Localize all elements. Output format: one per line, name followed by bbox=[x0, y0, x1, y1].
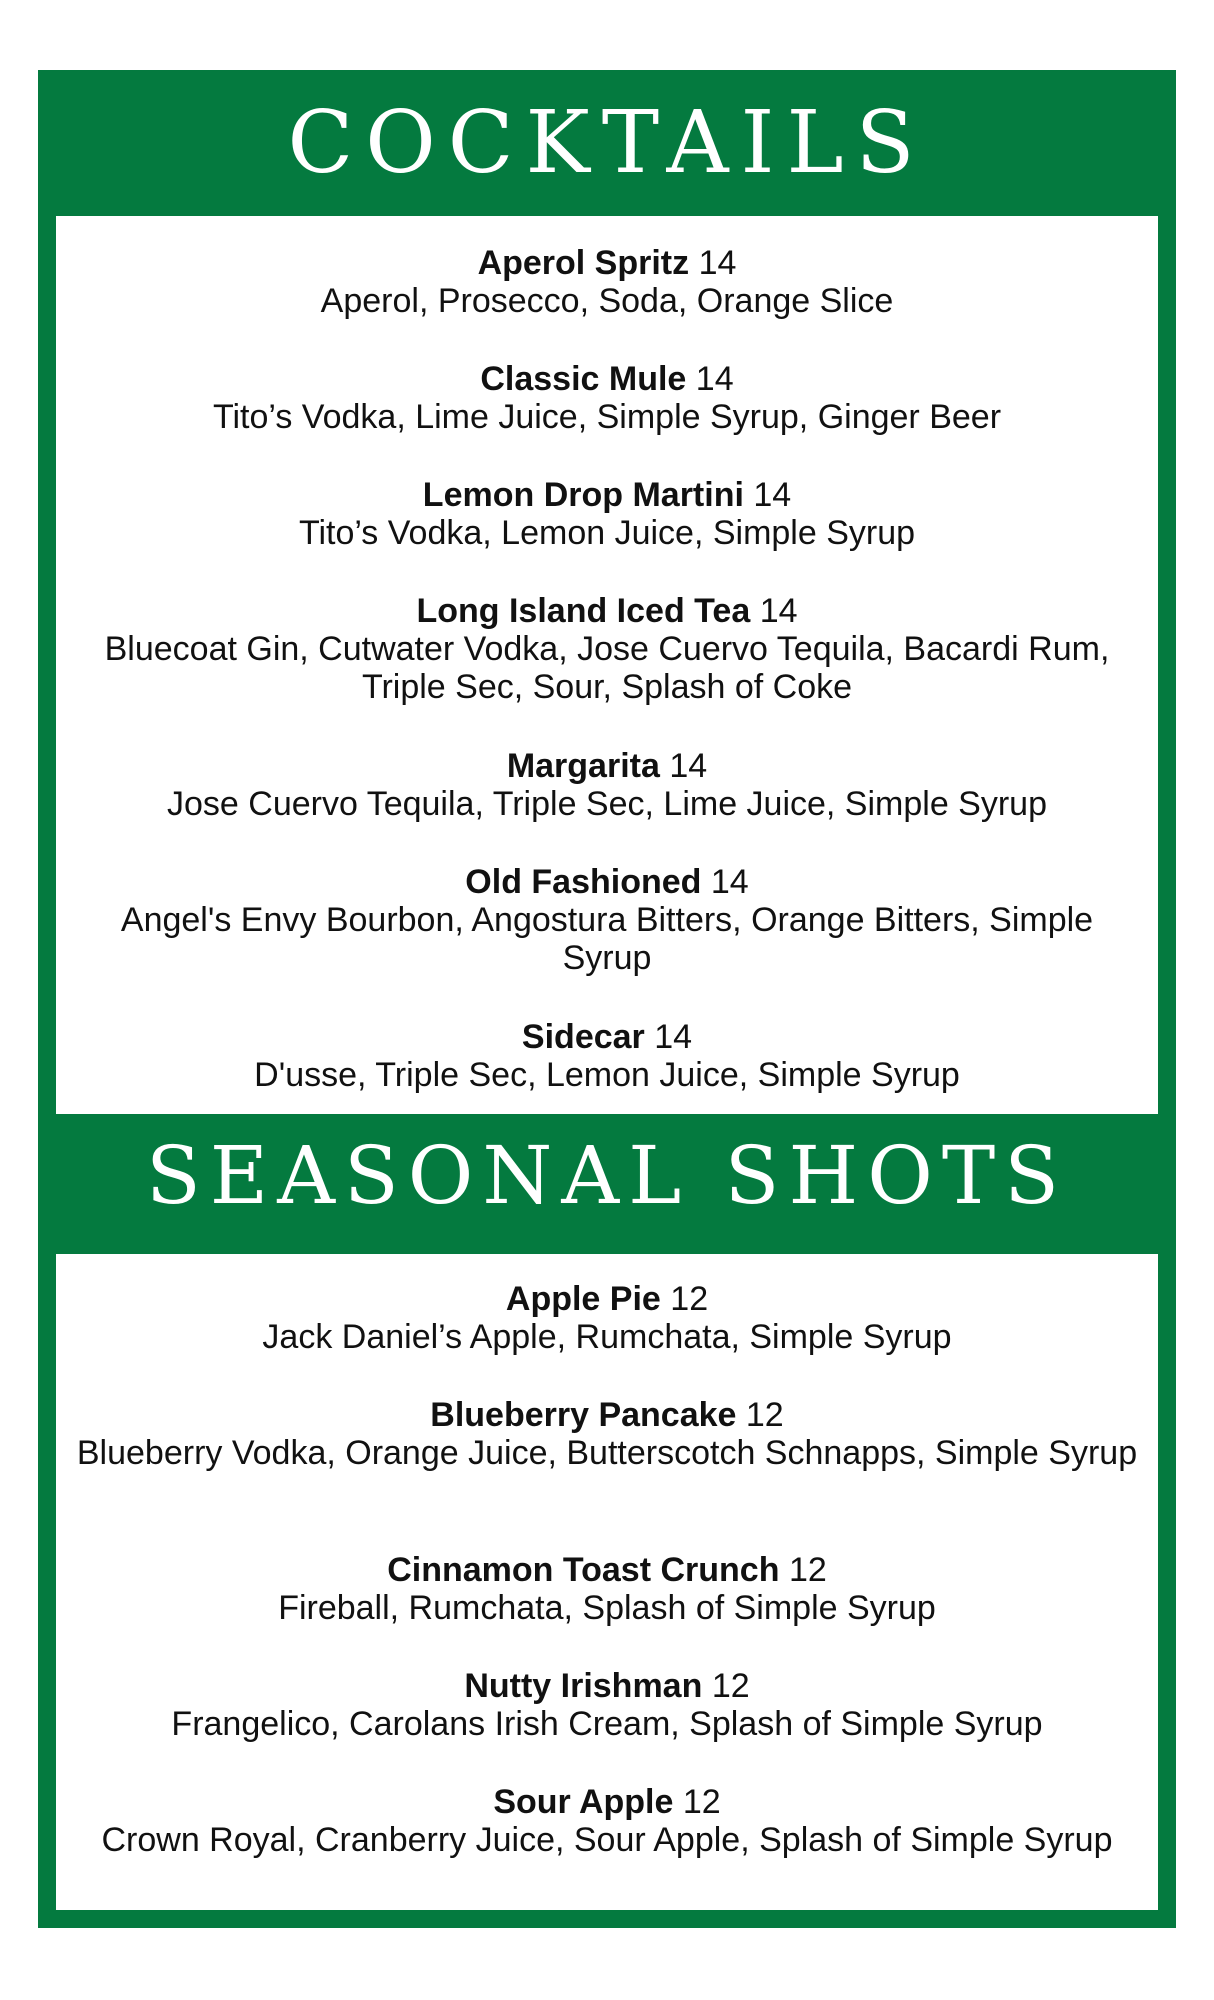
item-description: Aperol, Prosecco, Soda, Orange Slice bbox=[320, 282, 894, 320]
cocktails-panel bbox=[56, 216, 1158, 1114]
item-price: 14 bbox=[654, 1018, 693, 1056]
item-description: Tito’s Vodka, Lime Juice, Simple Syrup, Ginger Beer bbox=[212, 398, 1002, 436]
item-name: Nutty Irishman bbox=[464, 1667, 703, 1705]
item-price: 14 bbox=[759, 592, 798, 630]
item-price: 12 bbox=[711, 1667, 750, 1705]
item-name: Apple Pie bbox=[505, 1280, 661, 1318]
seasonal-shots-title: SEASONAL SHOTS bbox=[145, 1129, 1068, 1222]
menu-frame bbox=[38, 70, 1176, 1928]
item-name: Sidecar bbox=[521, 1018, 645, 1056]
item-price: 14 bbox=[753, 476, 792, 514]
item-price: 12 bbox=[670, 1280, 709, 1318]
seasonal-shots-panel bbox=[56, 1254, 1158, 1910]
item-description: Fireball, Rumchata, Splash of Simple Syrup bbox=[278, 1589, 936, 1627]
item-description: Jose Cuervo Tequila, Triple Sec, Lime Juice, Simple Syrup bbox=[167, 785, 1047, 823]
menu-item-long-island-iced-tea bbox=[56, 592, 1158, 706]
item-price: 12 bbox=[788, 1551, 827, 1589]
menu-item-old-fashioned bbox=[56, 863, 1158, 977]
item-name: Old Fashioned bbox=[465, 863, 702, 901]
menu-item-blueberry-pancake bbox=[56, 1396, 1158, 1472]
menu-item-apple-pie bbox=[56, 1280, 1158, 1356]
item-price: 14 bbox=[710, 863, 749, 901]
menu-item-lemon-drop-martini bbox=[56, 476, 1158, 552]
item-name: Sour Apple bbox=[493, 1783, 674, 1821]
item-name: Long Island Iced Tea bbox=[416, 592, 751, 630]
menu-item-classic-mule bbox=[56, 360, 1158, 436]
item-name: Cinnamon Toast Crunch bbox=[387, 1551, 780, 1589]
item-name: Aperol Spritz bbox=[477, 244, 690, 282]
menu-item-nutty-irishman bbox=[56, 1667, 1158, 1743]
item-description: D'usse, Triple Sec, Lemon Juice, Simple Syrup bbox=[254, 1056, 960, 1094]
item-name: Blueberry Pancake bbox=[430, 1396, 737, 1434]
menu-item-sidecar bbox=[56, 1018, 1158, 1094]
item-price: 14 bbox=[695, 360, 734, 398]
item-description: Bluecoat Gin, Cutwater Vodka, Jose Cuervo Tequila, Bacardi Rum, Triple Sec, Sour, Splash of Coke bbox=[104, 630, 1110, 706]
item-name: Lemon Drop Martini bbox=[422, 476, 744, 514]
item-name: Classic Mule bbox=[480, 360, 687, 398]
item-description: Jack Daniel’s Apple, Rumchata, Simple Syrup bbox=[262, 1318, 952, 1356]
item-price: 12 bbox=[682, 1783, 721, 1821]
item-description: Angel's Envy Bourbon, Angostura Bitters, Orange Bitters, Simple Syrup bbox=[120, 901, 1094, 977]
item-description: Frangelico, Carolans Irish Cream, Splash of Simple Syrup bbox=[171, 1705, 1043, 1743]
item-price: 14 bbox=[698, 244, 737, 282]
menu-item-cinnamon-toast-crunch bbox=[56, 1551, 1158, 1627]
item-name: Margarita bbox=[506, 747, 660, 785]
item-price: 12 bbox=[745, 1396, 784, 1434]
item-description: Crown Royal, Cranberry Juice, Sour Apple, Splash of Simple Syrup bbox=[101, 1821, 1113, 1859]
item-description: Blueberry Vodka, Orange Juice, Butterscotch Schnapps, Simple Syrup bbox=[76, 1434, 1138, 1472]
item-description: Tito’s Vodka, Lemon Juice, Simple Syrup bbox=[298, 514, 916, 552]
menu-item-sour-apple bbox=[56, 1783, 1158, 1859]
menu-item-margarita bbox=[56, 747, 1158, 823]
cocktails-title: COCKTAILS bbox=[287, 93, 927, 193]
item-price: 14 bbox=[669, 747, 708, 785]
menu-item-aperol-spritz bbox=[56, 244, 1158, 320]
